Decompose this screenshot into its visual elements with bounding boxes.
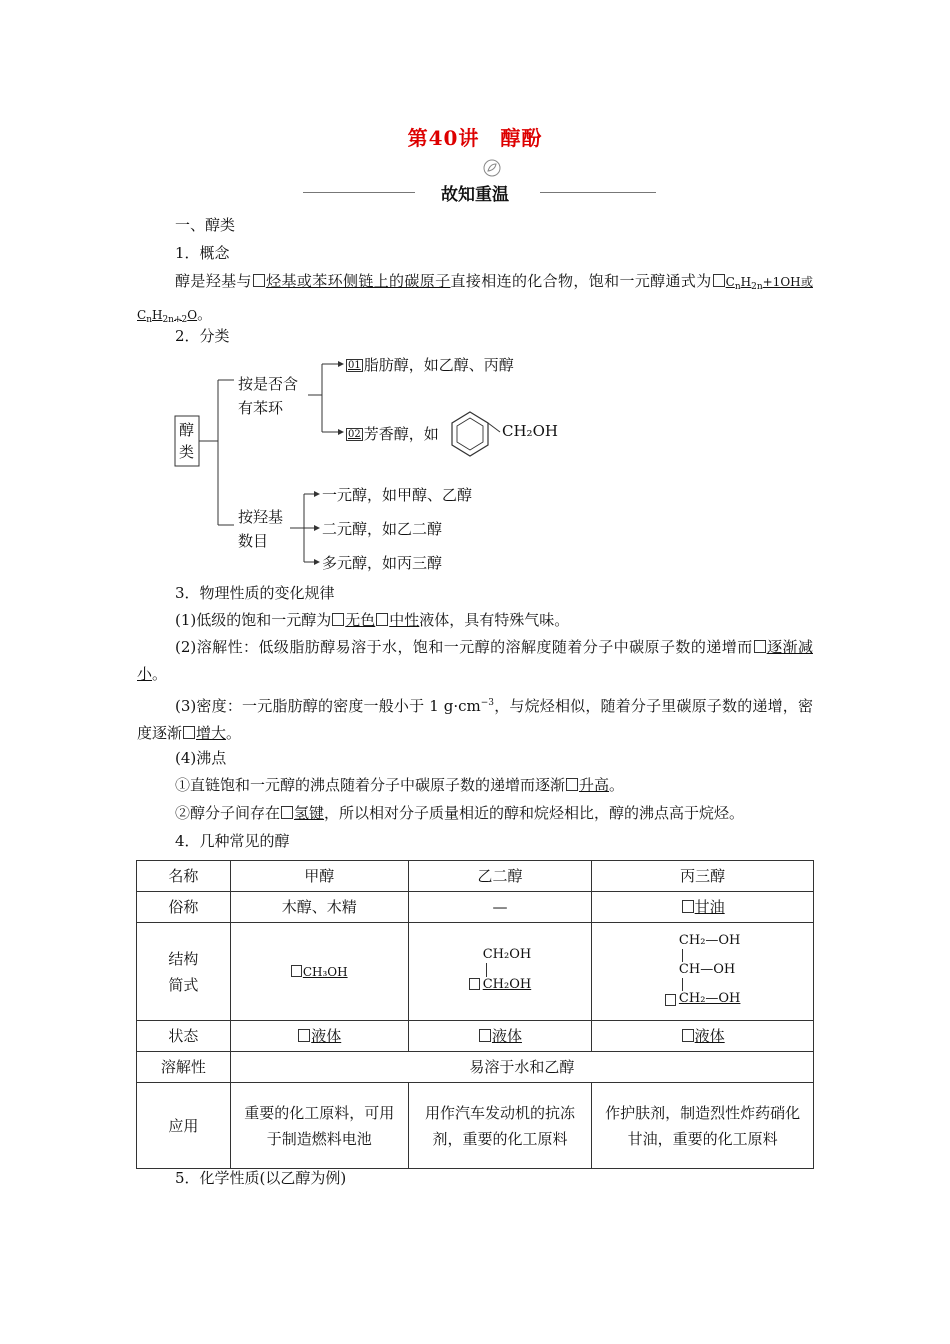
leaf-polyhydric: 多元醇，如丙三醇 (322, 554, 443, 572)
physical-p4: (4)沸点 (175, 749, 227, 767)
leaf-emblem-icon (482, 158, 502, 178)
root-label: 醇 类 (179, 421, 195, 461)
branch-hydroxyl: 按羟基 数目 (238, 508, 284, 550)
concept-paragraph: 醇是羟基与 烃基或苯环侧链上的碳原子直接相连的化合物，饱和一元醇通式为 $C_nH_{2n}+1OH$或$C_nH_{2n+2}O$。 (137, 272, 813, 325)
physical-p2: (2)溶解性：低级脂肪醇易溶于水，饱和一元醇的溶解度随着分子中碳原子数的递增而 逐渐减小。 (137, 638, 813, 683)
heading-alcohols: 一、醇类 (175, 216, 236, 234)
glycerol-structure: CH₂—OH CH—OH CH₂—OH (665, 933, 741, 1007)
table-row: 应用 重要的化工原料，可用于制造燃料电池 用作汽车发动机的抗冻剂，重要的化工原料 作护肤剂，制造烈性炸药硝化甘油，重要的化工原料 (137, 1083, 814, 1169)
table-row: 状态 液体 液体 液体 (137, 1021, 814, 1052)
glycol-structure: CH₂OH CH₂OH (469, 947, 532, 993)
table-row: 结构 简式 CH₃OH CH₂OH CH₂OH CH₂—OH CH—OH CH₂—OH (137, 923, 814, 1021)
table-row: 俗称 木醇、木精 — 甘油 (137, 892, 814, 923)
leaf-monohydric: 一元醇，如甲醇、乙醇 (322, 486, 473, 504)
blank-box-icon (566, 778, 578, 791)
blank-box-icon (682, 1029, 694, 1042)
table-row: 名称 甲醇 乙二醇 丙三醇 (137, 861, 814, 892)
leaf-aliphatic: 01 脂肪醇，如乙醇、丙醇 (348, 356, 514, 374)
aromatic-group: CH₂OH (502, 422, 558, 440)
blank-box-icon (479, 1029, 491, 1042)
alcohol-table (136, 860, 814, 1169)
heading-common-alcohols: 4．几种常见的醇 (175, 832, 290, 850)
section-title: 故知重温 (441, 185, 509, 205)
blank-box-icon (682, 900, 694, 913)
physical-p1: (1)低级的饱和一元醇为 无色 中性液体，具有特殊气味。 (175, 611, 570, 629)
blank-box-icon (713, 274, 725, 287)
section-rule-right (540, 192, 656, 193)
physical-p3: (3)密度：一元脂肪醇的密度一般小于 1 $g\cdot cm^{-3}$，与烷烃相似，随着分子里碳原子数的递增，密度逐渐 增大。 (137, 697, 813, 742)
page-title: 第40讲 醇酚 (407, 126, 543, 150)
heading-physical: 3．物理性质的变化规律 (175, 584, 335, 602)
blank-box-icon (291, 965, 302, 977)
blank-box-icon (298, 1029, 310, 1042)
physical-p5: ①直链饱和一元醇的沸点随着分子中碳原子数的递增而逐渐 升高。 (175, 776, 625, 794)
heading-chemical: 5．化学性质(以乙醇为例) (175, 1169, 347, 1187)
blank-box-icon (183, 726, 195, 739)
heading-classification: 2．分类 (175, 327, 230, 345)
heading-concept: 1．概念 (175, 244, 230, 262)
physical-p6: ②醇分子间存在 氢键，所以相对分子质量相近的醇和烷烃相比，醇的沸点高于烷烃。 (175, 804, 745, 822)
classification-diagram (170, 350, 590, 580)
blank-box-icon (376, 613, 388, 626)
blank-box-icon (253, 274, 265, 287)
blank-box-icon (332, 613, 344, 626)
diagram-lines (170, 350, 590, 580)
blank-box-icon (665, 994, 676, 1006)
branch-benzene: 按是否含 有苯环 (238, 375, 299, 417)
table-row: 溶解性 易溶于水和乙醇 (137, 1052, 814, 1083)
leaf-dihydric: 二元醇，如乙二醇 (322, 520, 443, 538)
blank-box-icon (281, 806, 293, 819)
blank-box-icon (469, 978, 480, 990)
leaf-aromatic: 02 芳香醇，如 (348, 425, 439, 443)
blank-box-icon (754, 640, 766, 653)
